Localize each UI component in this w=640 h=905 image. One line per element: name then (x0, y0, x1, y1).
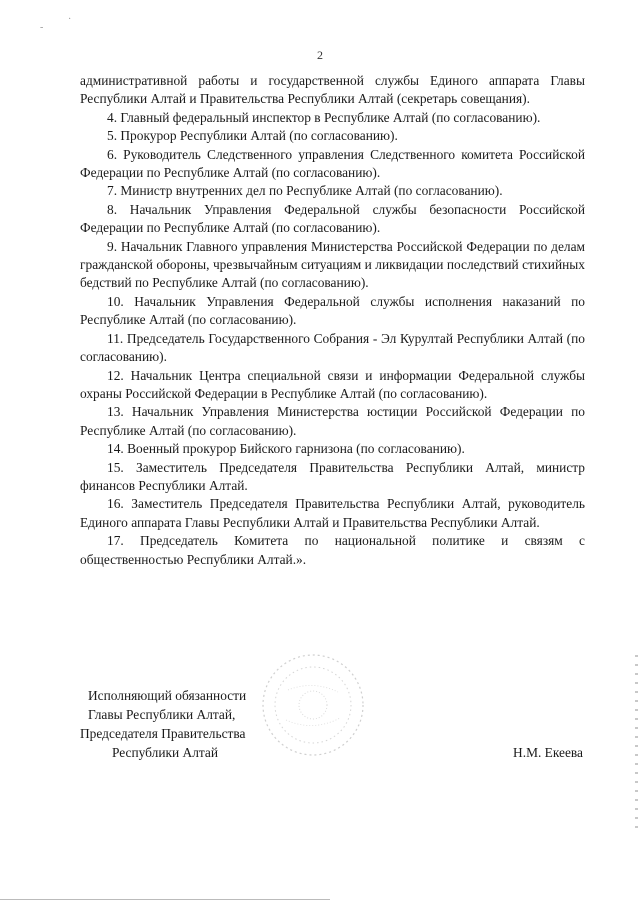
scan-edge-marks (635, 655, 638, 835)
signatory-title-line: Исполняющий обязанности (88, 688, 247, 703)
list-item: 6. Руководитель Следственного управления Следственного комитета Российской Федерации по Республике Алтай (по согласованию). (80, 146, 585, 181)
list-item: 7. Министр внутренних дел по Республике Алтай (по согласованию). (107, 183, 503, 199)
list-item: 16. Заместитель Председателя Правительства Республики Алтай, руководитель Единого аппарата Главы Республики Алтай и Правительства Республики Алтай. (80, 496, 585, 530)
signature-block (80, 686, 585, 766)
signatory-title-line: Главы Республики Алтай, (88, 707, 236, 722)
list-item: 13. Начальник Управления Министерства юстиции Российской Федерации по Республике Алтай (по согласованию). (80, 404, 585, 438)
paragraph-continuation: административной работы и государственной службы Единого аппарата Главы Республики Алтай и Правительства Республики Алтай (секретарь совещания). (80, 73, 585, 107)
list-item: 17. Председатель Комитета по национальной политике и связям с общественностью Республики Алтай.». (80, 533, 585, 567)
scan-speck: · (68, 14, 72, 25)
list-item: 14. Военный прокурор Бийского гарнизона (по согласованию). (107, 441, 465, 457)
list-item: 8. Начальник Управления Федеральной службы безопасности Российской Федерации по Республике Алтай (по согласованию). (80, 201, 585, 236)
signatory-title (80, 686, 310, 762)
scan-speck: - (40, 22, 44, 33)
document-body (80, 72, 585, 569)
signatory-title-line: Председателя Правительства (80, 726, 246, 741)
signatory-title-line: Республики Алтай (112, 745, 219, 760)
list-item: 4. Главный федеральный инспектор в Республике Алтай (по согласованию). (107, 109, 541, 125)
page-number: 2 (317, 48, 323, 62)
list-item: 5. Прокурор Республики Алтай (по согласованию). (107, 128, 398, 144)
list-item: 9. Начальник Главного управления Министерства Российской Федерации по делам гражданской обороны, чрезвычайным ситуациям и ликвидации последствий стихийных бедствий по Республике Алтай (по согласованию). (80, 238, 585, 291)
list-item: 10. Начальник Управления Федеральной службы исполнения наказаний по Республике Алтай (по согласованию). (80, 293, 585, 328)
list-item: 11. Председатель Государственного Собрания - Эл Курултай Республики Алтай (по согласованию). (80, 330, 585, 365)
scan-bottom-line (0, 899, 330, 900)
list-item: 12. Начальник Центра специальной связи и информации Федеральной службы охраны Российской Федерации в Республике Алтай (по согласованию). (80, 367, 585, 401)
list-item: 15. Заместитель Председателя Правительства Республики Алтай, министр финансов Республики Алтай. (80, 459, 585, 493)
signatory-name: Н.М. Екеева (513, 745, 583, 760)
